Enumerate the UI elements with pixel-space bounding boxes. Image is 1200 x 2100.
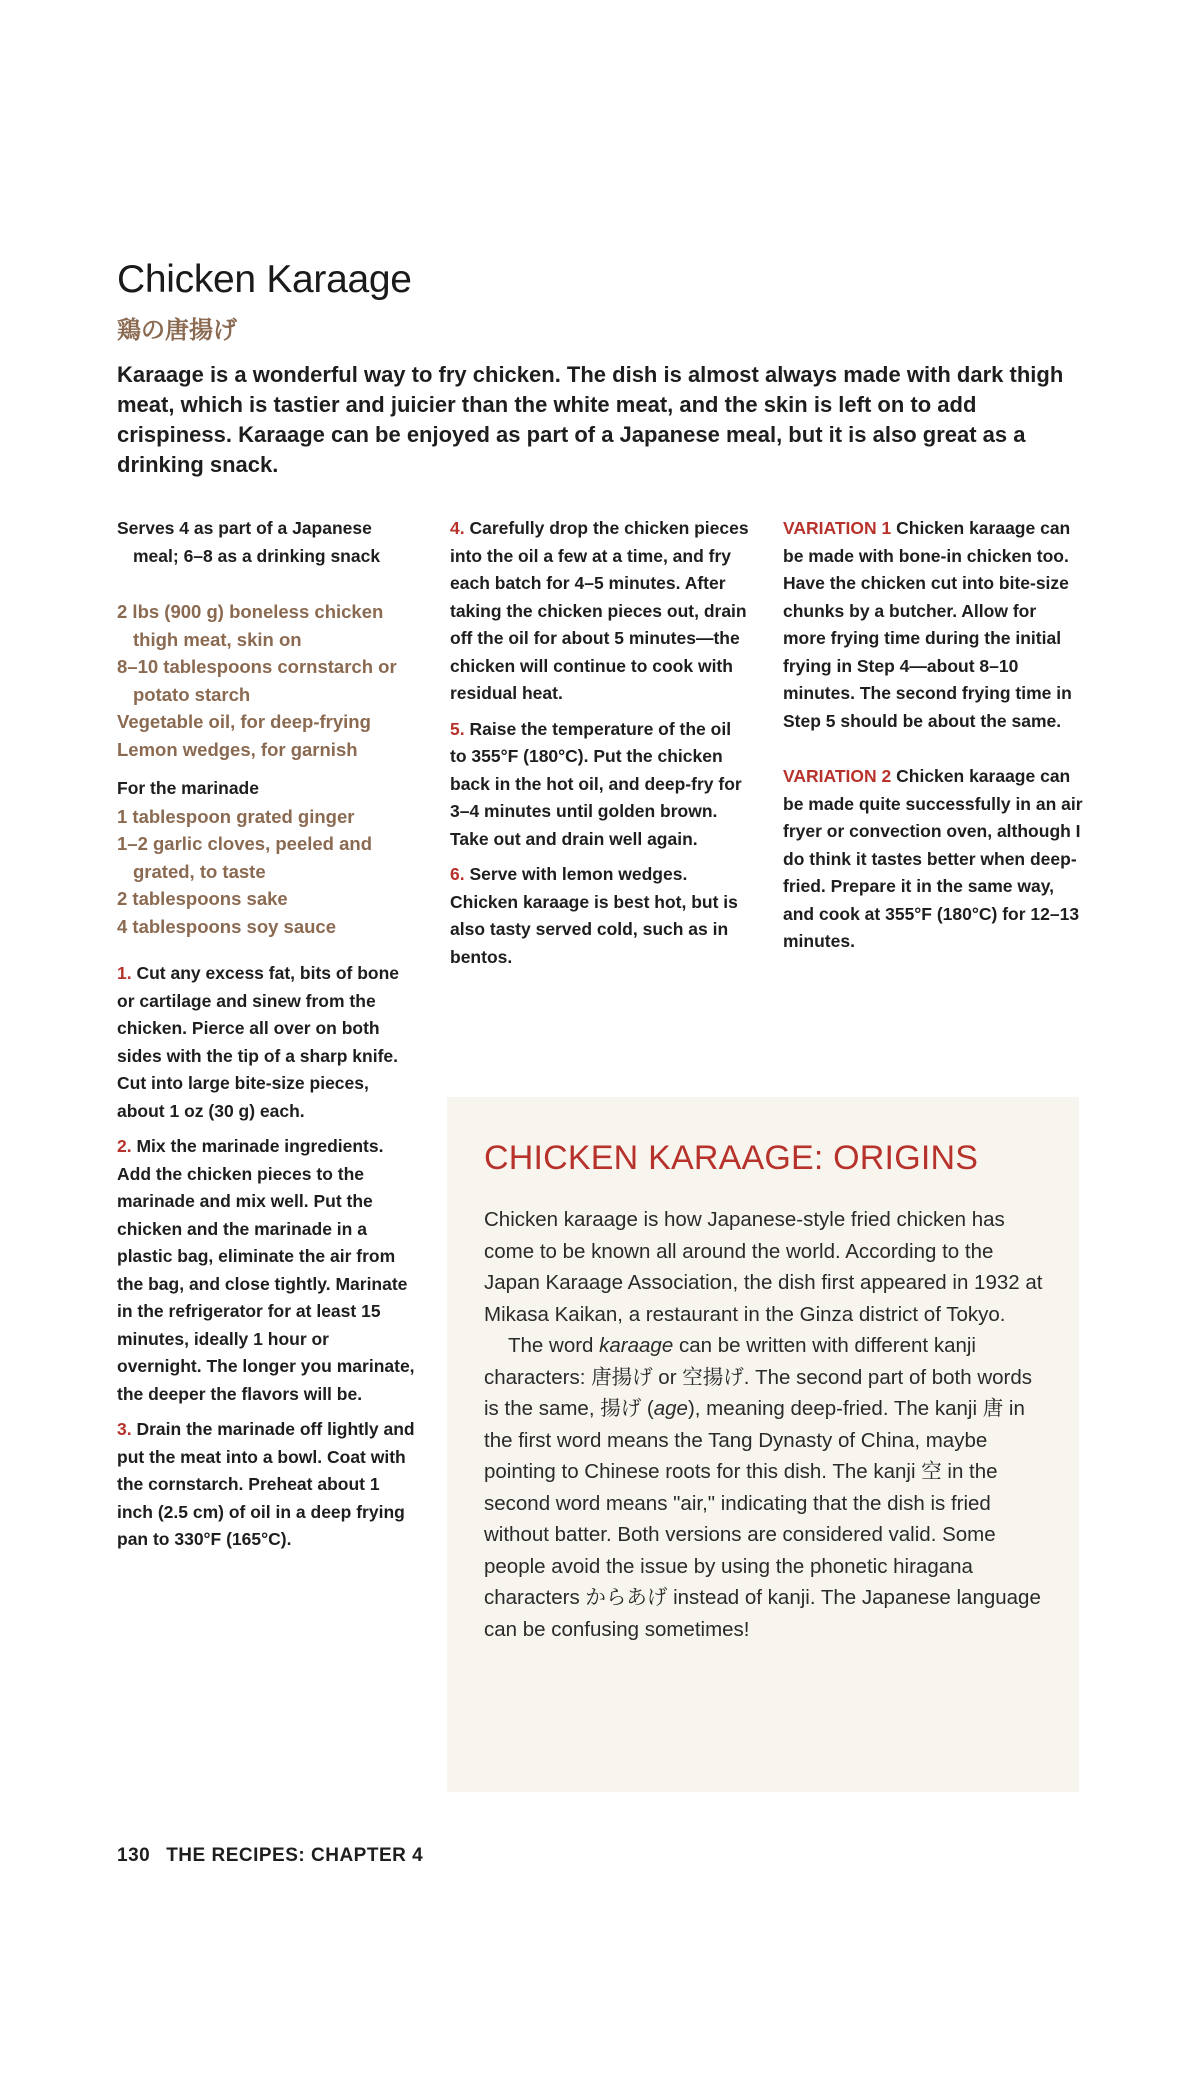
step-5 [450,716,750,854]
recipe-title: Chicken Karaage [117,258,412,301]
page-footer [117,1845,423,1867]
marinade-item: 1–2 garlic cloves, peeled and grated, to taste [117,833,373,882]
step-number: 4. [450,518,465,538]
step-number: 6. [450,864,465,884]
variation-text: Chicken karaage can be made with bone-in chicken too. Have the chicken cut into bite-size chunks by a butcher. Allow for more frying time during the initial frying in Step 4—about 8–10 minutes. The second frying time in Step 5 should be about the same. [783,518,1072,731]
serves-info: Serves 4 as part of a Japanese meal; 6–8 as a drinking snack [117,518,381,566]
variation-1 [783,515,1083,735]
step-3 [117,1416,417,1554]
origins-sidebar [447,1097,1079,1792]
step-text: Cut any excess fat, bits of bone or cartilage and sinew from the chicken. Pierce all over on both sides with the tip of a sharp knife. Cut into large bite-size pieces, about 1 oz (30 g) each. [117,963,400,1121]
step-text: Serve with lemon wedges. Chicken karaage is best hot, but is also tasty served cold, such as in bentos. [450,864,738,967]
sidebar-title: CHICKEN KARAAGE: ORIGINS [484,1139,979,1177]
step-text: Raise the temperature of the oil to 355°F (180°C). Put the chicken back in the hot oil, and deep-fry for 3–4 minutes until golden brown. Take out and drain well again. [450,718,742,849]
step-text: Drain the marinade off lightly and put the meat into a bowl. Coat with the cornstarch. Preheat about 1 inch (2.5 cm) of oil in a deep frying pan to 330°F (165°C). [117,1419,415,1549]
variations-column [783,515,1083,956]
recipe-intro: Karaage is a wonderful way to fry chicken. The dish is almost always made with dark thigh meat, which is tastier and juicier than the white meat, and the skin is left on to add crispiness. Karaage can be enjoyed as part of a Japanese meal, but it is also great as a drinking snack. [117,362,1064,477]
ingredient-item: Lemon wedges, for garnish [117,738,358,760]
variation-text: Chicken karaage can be made quite successfully in an air fryer or convection oven, although I do think it tastes better when deep-fried. Prepare it in the same way, and cook at 355°F (180°C) for 12–13 minutes. [783,766,1083,951]
step-text: Mix the marinade ingredients. Add the chicken pieces to the marinade and mix well. Put the chicken and the marinade in a plastic bag, eliminate the air from the bag, and close tightly. Marinate in the refrigerator for at least 15 minutes, ideally 1 hour or overnight. The longer you marinate, the deeper the flavors will be. [117,1136,415,1404]
chapter-label: THE RECIPES: CHAPTER 4 [166,1845,424,1866]
step-number: 3. [117,1419,132,1439]
marinade-item: 1 tablespoon grated ginger [117,805,355,827]
step-number: 5. [450,718,465,739]
steps-column [450,515,750,979]
marinade-item: 2 tablespoons sake [117,888,288,909]
step-1 [117,960,417,1125]
variation-label: VARIATION 1 [783,518,892,538]
step-number: 2. [117,1136,132,1156]
sidebar-paragraph: Chicken karaage is how Japanese-style fried chicken has come to be known all around the world. According to the Japan Karaage Association, the dish first appeared in 1932 at Mikasa Kaikan, a restaurant in the Ginza district of Tokyo. [484,1208,1043,1326]
step-number: 1. [117,963,132,983]
sidebar-paragraph: The word karaage can be written with different kanji characters: 唐揚げ or 空揚げ. The second part of both words is the same, 揚げ (age), meaning deep-fried. The kanji 唐 in the first word means the Tang Dynasty of China, maybe pointing to Chinese roots for this dish. The kanji 空 in the second word means "air," indicating that the dish is fried without batter. Both versions are considered valid. Some people avoid the issue by using the phonetic hiragana characters からあげ instead of kanji. The Japanese language can be confusing sometimes! [484,1334,1041,1641]
step-2 [117,1133,417,1408]
ingredients-column [117,515,417,1562]
page-number: 130 [117,1845,151,1866]
step-4 [450,515,750,708]
step-text: Carefully drop the chicken pieces into the oil a few at a time, and fry each batch for 4–5 minutes. After taking the chicken pieces out, drain off the oil for about 5 minutes—the chicken will continue to cook with residual heat. [450,518,749,703]
marinade-heading: For the marinade [117,778,259,798]
step-6 [450,861,750,971]
variation-label: VARIATION 2 [783,766,892,786]
marinade-item: 4 tablespoons soy sauce [117,915,337,937]
variation-2 [783,763,1083,956]
ingredient-item: 2 lbs (900 g) boneless chicken thigh meat, skin on [117,601,384,650]
ingredient-item: 8–10 tablespoons cornstarch or potato starch [117,656,397,705]
recipe-subtitle-japanese: 鶏の唐揚げ [117,316,237,344]
ingredient-item: Vegetable oil, for deep-frying [117,711,371,732]
